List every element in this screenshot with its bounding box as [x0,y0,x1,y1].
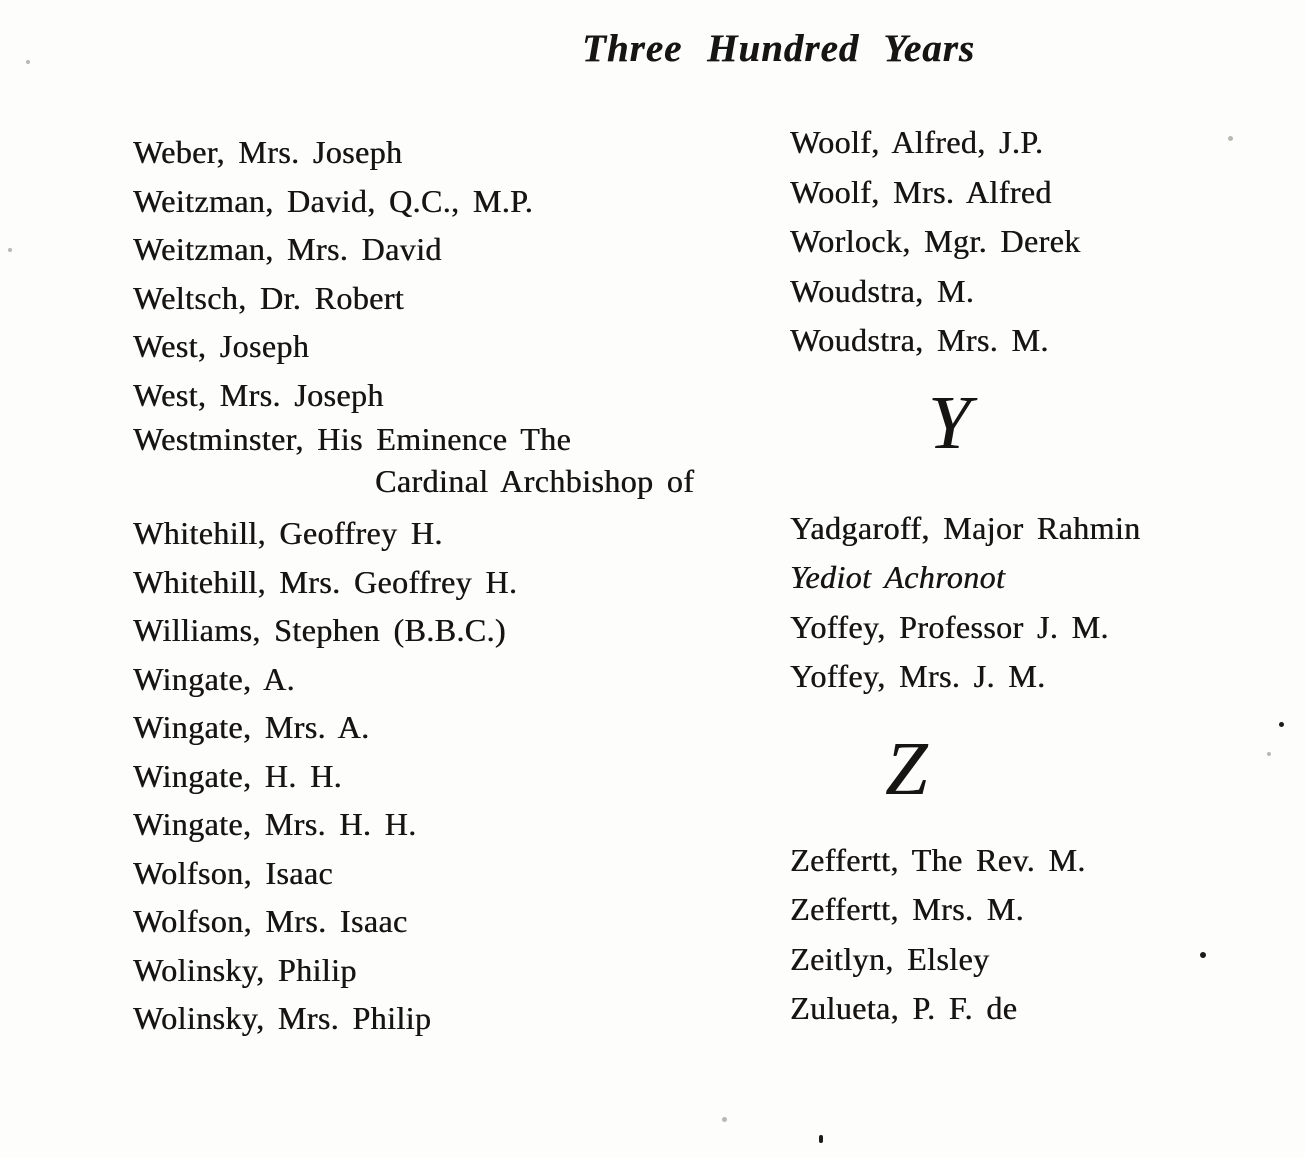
section-letter-y: Y [928,380,971,465]
index-entry-text: Wingate, Mrs. H. H. [133,806,417,842]
index-entry [133,322,758,371]
index-entry-text: Weitzman, Mrs. David [133,231,442,267]
index-entry [133,509,758,558]
index-entry-continuation: Cardinal Archbishop of [375,463,695,499]
index-entry [133,128,758,177]
index-entry [133,946,758,995]
index-entry [133,800,758,849]
index-entry [133,274,758,323]
index-entry-text: West, Joseph [133,328,310,364]
index-entry [790,504,1230,554]
index-entry [790,267,1230,317]
index-entry-text: Yoffey, Professor J. M. [790,608,1109,645]
index-entry [133,419,758,502]
index-entry-text: Zeffertt, Mrs. M. [790,891,1024,927]
index-entry-text: Wolfson, Isaac [133,854,333,891]
index-entry [790,316,1230,366]
index-entry-text: West, Mrs. Joseph [133,376,384,413]
index-entry-text: Woudstra, Mrs. M. [790,322,1049,358]
scan-speck [1279,722,1284,727]
index-entry-text: Wingate, A. [133,660,295,697]
index-column-left [133,128,758,1043]
index-entry-text: Wingate, Mrs. A. [133,709,370,745]
index-entry-text: Westminster, His Eminence The [133,421,572,457]
index-entry-text: Wolinsky, Philip [133,951,357,988]
index-entry [133,371,758,420]
index-entry-text: Weitzman, David, Q.C., M.P. [133,182,534,219]
index-entry [133,703,758,752]
index-entry-text: Worlock, Mgr. Derek [790,223,1081,259]
index-entry-text: Williams, Stephen (B.B.C.) [133,612,506,648]
index-entry [133,849,758,898]
index-entry [790,553,1230,603]
scan-speck [722,1117,727,1122]
index-entry [790,984,1230,1034]
index-entry [790,836,1230,886]
scan-speck [1267,752,1271,756]
index-entry [790,652,1230,702]
index-entry-text: Zulueta, P. F. de [790,990,1018,1026]
index-entry [133,225,758,274]
index-entry-text: Yediot Achronot [790,559,1006,595]
scan-speck [1200,952,1206,958]
index-entry [790,118,1230,168]
scan-speck [1228,136,1233,141]
index-entry [133,752,758,801]
scan-speck [26,60,30,64]
index-entry-text: Woolf, Alfred, J.P. [790,124,1044,160]
page-title: Three Hundred Years [582,27,975,70]
index-entry [133,994,758,1043]
index-entry-text: Whitehill, Mrs. Geoffrey H. [133,563,518,600]
index-entry [133,655,758,704]
index-column-right [790,118,1230,1034]
index-entry [790,885,1230,935]
section-letter-z: Z [885,726,928,811]
index-entry [133,606,758,655]
index-entry [133,558,758,607]
index-entry-text: Weltsch, Dr. Robert [133,279,404,316]
scan-speck [819,1135,823,1143]
index-entry [790,217,1230,267]
index-entry-text: Woolf, Mrs. Alfred [790,173,1052,210]
index-entry-text: Yadgaroff, Major Rahmin [790,509,1141,546]
index-entry [790,603,1230,653]
index-entry [133,177,758,226]
index-entry [790,935,1230,985]
index-entry-text: Zeitlyn, Elsley [790,940,990,977]
index-entry-text: Weber, Mrs. Joseph [133,134,403,170]
index-entry-text: Woudstra, M. [790,272,975,309]
index-entry [790,168,1230,218]
index-entry-text: Zeffertt, The Rev. M. [790,841,1086,878]
index-entry-text: Wolinsky, Mrs. Philip [133,1000,432,1036]
index-entry-text: Yoffey, Mrs. J. M. [790,658,1046,694]
scan-speck [8,248,12,252]
index-entry-text: Wolfson, Mrs. Isaac [133,903,408,939]
index-entry-text: Wingate, H. H. [133,757,342,794]
index-sections [790,382,1230,1034]
index-w-entries [790,118,1230,366]
index-entry [133,897,758,946]
index-entry-text: Whitehill, Geoffrey H. [133,515,443,551]
